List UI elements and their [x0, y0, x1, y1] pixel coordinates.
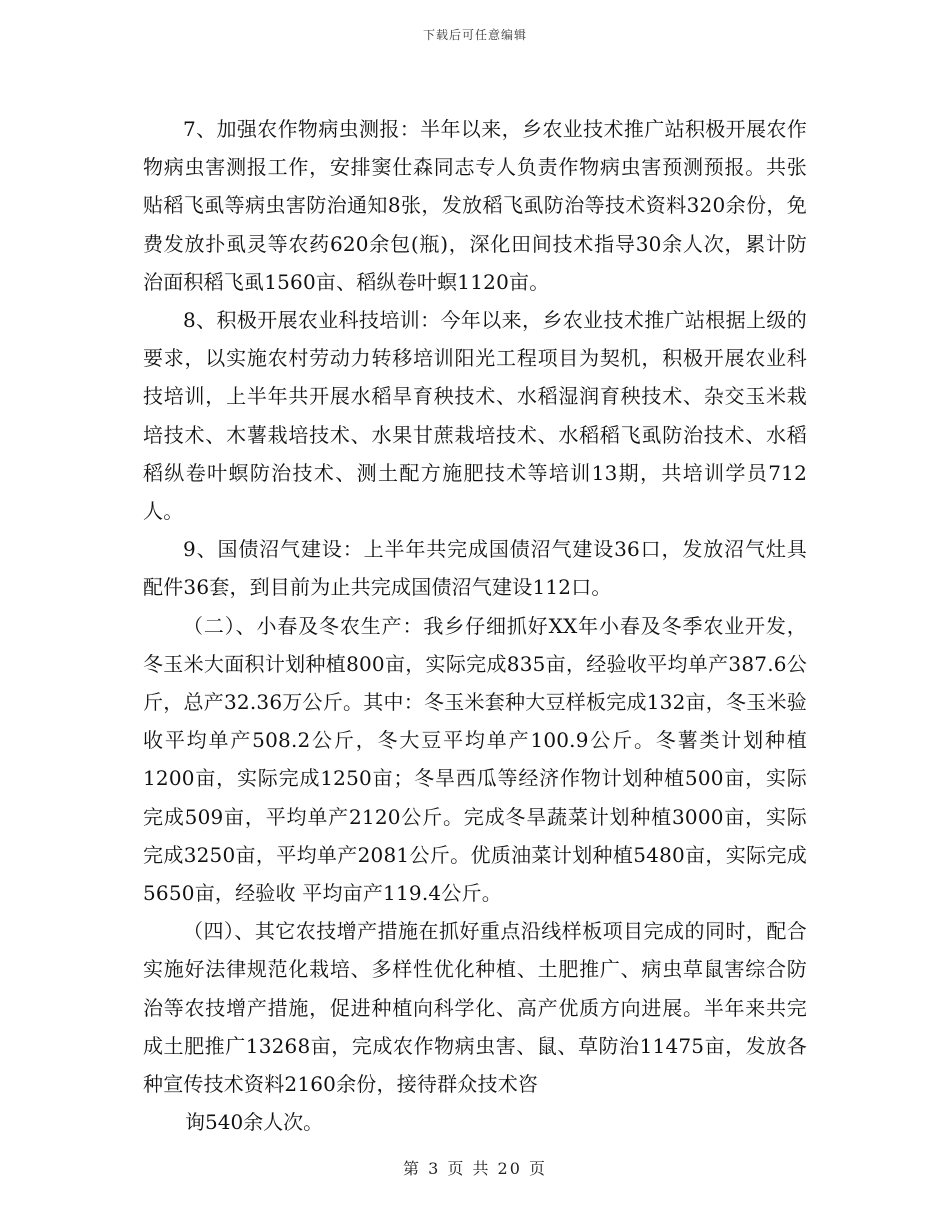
paragraph-trailing-line: 询540余人次。 [185, 1110, 324, 1135]
paragraph-tech-training: 8、积极开展农业科技培训：今年以来，乡农业技术推广站根据上级的要求，以实施农村劳动力转移培训阳光工程项目为契机，积极开展农业科技培训，上半年共开展水稻旱育秧技术、水稻湿润育秧技术、杂交玉米栽培技术、木薯栽培技术、水果甘蔗栽培技术、水稻稻飞虱防治技术、水稻稻纵卷叶螟防治技术、测土配方施肥技术等培训13期，共培训学员712人。 [143, 308, 807, 524]
page-header-note: 下载后可任意编辑 [422, 28, 527, 42]
page-footer-number: 第 3 页 共 20 页 [403, 1159, 547, 1178]
paragraph-pest-monitoring: 7、加强农作物病虫测报：半年以来，乡农业技术推广站积极开展农作物病虫害测报工作，安排窦仕森同志专人负责作物病虫害预测预报。共张贴稻飞虱等病虫害防治通知8张，发放稻飞虱防治等技术资料320余份，免费发放扑虱灵等农药620余包(瓶)，深化田间技术指导30余人次，累计防治面积稻飞虱1560亩、稻纵卷叶螟1120亩。 [143, 117, 807, 294]
document-body [143, 110, 807, 1141]
paragraph-winter-production: （二）、小春及冬农生产：我乡仔细抓好XX年小春及冬季农业开发，冬玉米大面积计划种植800亩，实际完成835亩，经验收平均单产387.6公斤，总产32.36万公斤。其中：冬玉米套种大豆样板完成132亩，冬玉米验收平均单产508.2公斤，冬大豆平均单产100.9公斤。冬薯类计划种植1200亩，实际完成1250亩；冬旱西瓜等经济作物计划种植500亩，实际完成509亩，平均单产2120公斤。完成冬旱蔬菜计划种植3000亩，实际完成3250亩，平均单产2081公斤。优质油菜计划种植5480亩，实际完成5650亩，经验收 平均亩产119.4公斤。 [143, 613, 807, 906]
paragraph-biogas: 9、国债沼气建设：上半年共完成国债沼气建设36口，发放沼气灶具配件36套，到目前为止共完成国债沼气建设112口。 [143, 537, 807, 600]
paragraph-other-measures: （四）、其它农技增产措施在抓好重点沿线样板项目完成的同时，配合实施好法律规范化栽培、多样性优化种植、土肥推广、病虫草鼠害综合防治等农技增产措施，促进种植向科学化、高产优质方向进展。半年来共完成土肥推广13268亩，完成农作物病虫害、鼠、草防治11475亩，发放各种宣传技术资料2160余份，接待群众技术咨 [143, 919, 807, 1097]
